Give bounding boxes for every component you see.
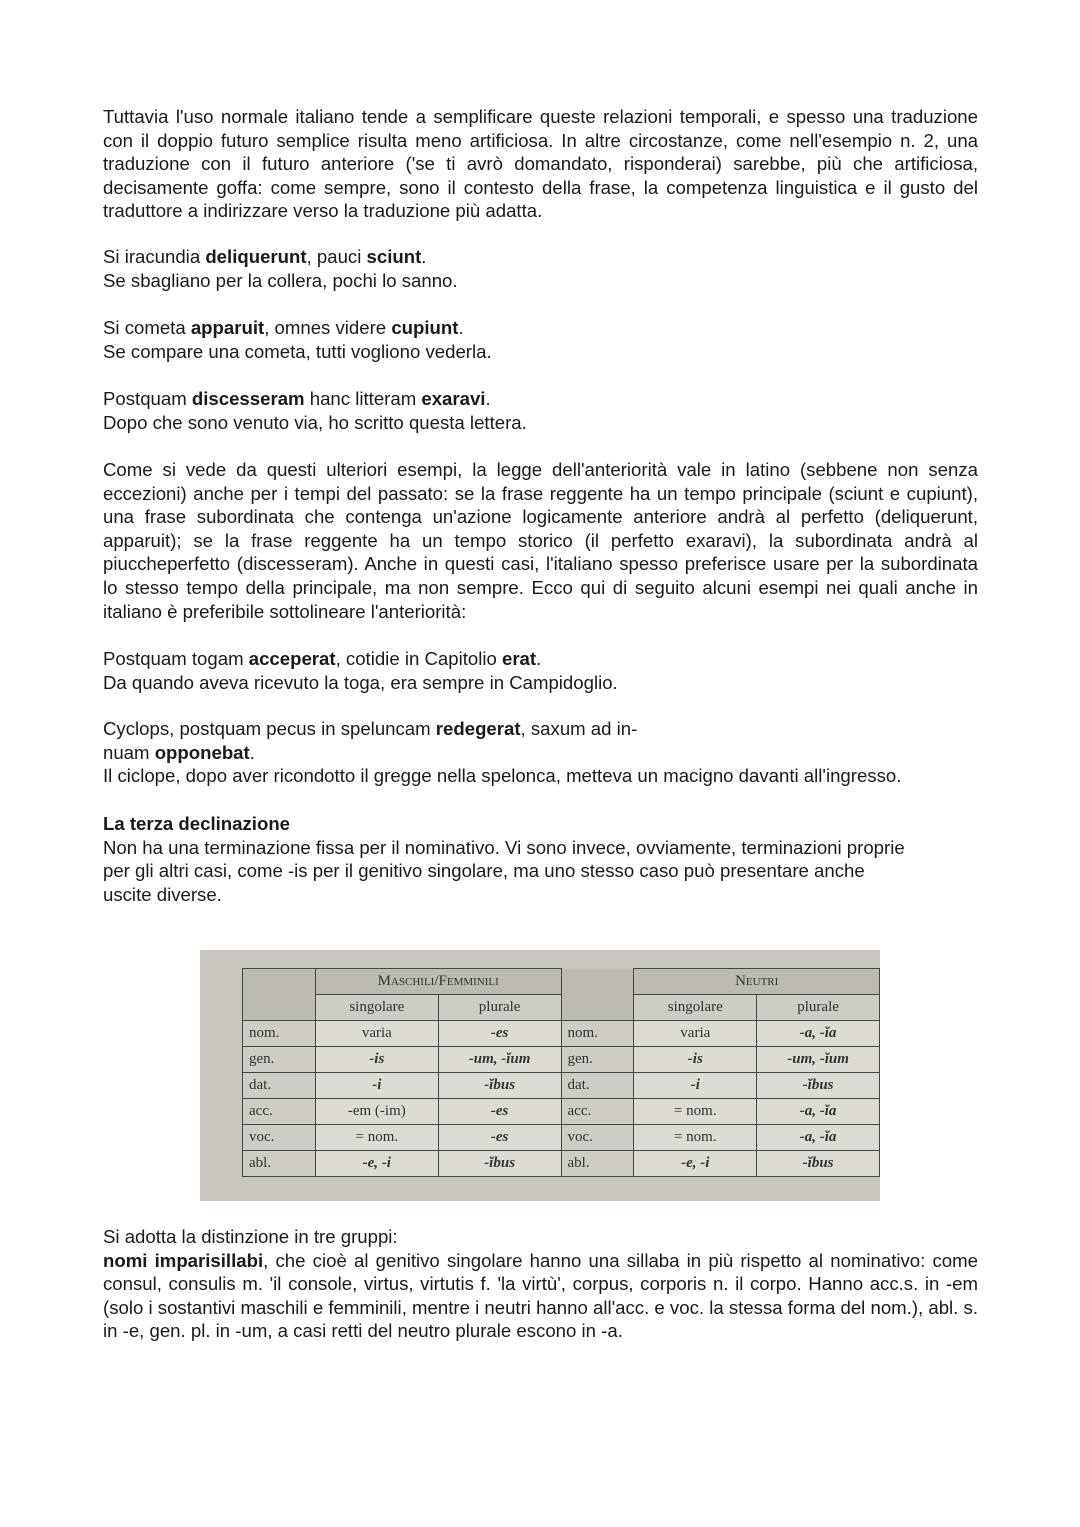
cell-mfs: -is [315, 1047, 438, 1073]
header-singular: singolare [634, 995, 757, 1021]
cell-np: -a, -ĭa [757, 1125, 880, 1151]
intro-paragraph: Tuttavia l'uso normale italiano tende a semplificare queste relazioni temporali, e spesso una traduzione con il doppio futuro semplice risulta meno artificiosa. In altre circostanze, come nell'esempio n. 2, una traduzione con il futuro anteriore ('se ti avrò domandato, risponderai) sarebbe, più che artificiosa, decisamente goffa: come sempre, sono il contesto della frase, la competenza linguistica e il gusto del traduttore a indirizzare verso la traduzione più adatta. [103, 106, 978, 222]
cell-mfp: -um, -ĭum [438, 1047, 561, 1073]
cell-case: gen. [243, 1047, 316, 1073]
latin-text: . [536, 648, 542, 669]
table-row [243, 1125, 880, 1151]
translation: Il ciclope, dopo aver ricondotto il gregge nella spelonca, metteva un macigno davanti all'ingresso. [103, 765, 902, 787]
translation: Da quando aveva ricevuto la toga, era sempre in Campidoglio. [103, 671, 618, 693]
latin-text: , omnes videre [264, 317, 392, 338]
cell-mfs: = nom. [315, 1125, 438, 1151]
declension-table-photo [200, 950, 880, 1201]
latin-text: . [458, 317, 464, 338]
header-plural: plurale [757, 995, 880, 1021]
example-5 [103, 717, 978, 788]
cell-np: -ĭbus [757, 1151, 880, 1177]
cell-mfs: -e, -i [315, 1151, 438, 1177]
cell-ncase: gen. [561, 1047, 634, 1073]
cell-case: dat. [243, 1073, 316, 1099]
latin-text: . [485, 388, 491, 409]
latin-text: , saxum ad in- [520, 718, 638, 739]
latin-text: , cotidie in Capitolio [335, 648, 502, 669]
example-3 [103, 387, 978, 434]
cell-np: -a, -ĭa [757, 1021, 880, 1047]
latin-text: . [421, 246, 427, 267]
table-row [243, 1099, 880, 1125]
cell-case: nom. [243, 1021, 316, 1047]
cell-case: acc. [243, 1099, 316, 1125]
cell-mfp: -es [438, 1021, 561, 1047]
latin-verb: opponebat [154, 741, 250, 763]
cell-case: voc. [243, 1125, 316, 1151]
cell-ns: varia [634, 1021, 757, 1047]
latin-verb: redegerat [435, 718, 521, 739]
cell-np: -a, -ĭa [757, 1099, 880, 1125]
latin-verb: deliquerunt [205, 246, 307, 267]
cell-ns: = nom. [634, 1099, 757, 1125]
cell-mfp: -es [438, 1125, 561, 1151]
table-row [243, 1047, 880, 1073]
example-2 [103, 316, 978, 363]
cell-np: -um, -ĭum [757, 1047, 880, 1073]
cell-ns: -e, -i [634, 1151, 757, 1177]
section-third-declension [103, 812, 978, 906]
cell-mfs: -em (-im) [315, 1099, 438, 1125]
text-line: Si adotta la distinzione in tre gruppi: [103, 1226, 398, 1247]
section-heading: La terza declinazione [103, 813, 291, 834]
header-singular: singolare [315, 995, 438, 1021]
latin-text: Si cometa [103, 317, 191, 338]
cell-mfp: -es [438, 1099, 561, 1125]
term-bold: nomi imparisillabi [103, 1249, 264, 1271]
groups-paragraph [103, 1225, 978, 1343]
translation: Se sbagliano per la collera, pochi lo sanno. [103, 269, 458, 291]
latin-text: Cyclops, postquam pecus in speluncam [103, 718, 436, 739]
latin-verb: acceperat [248, 648, 336, 669]
table-row [243, 1021, 880, 1047]
explanation-paragraph: Come si vede da questi ulteriori esempi, la legge dell'anteriorità vale in latino (sebbene non senza eccezioni) anche per i tempi del passato: se la frase reggente ha un tempo principale (sciunt e cupiunt), una frase subordinata che contenga un'azione logicamente anteriore andrà al perfetto (deliquerunt, apparuit); se la frase reggente ha un tempo storico (il perfetto exaravi), la subordinata andrà al piuccheperfetto (discesseram). Anche in questi casi, l'italiano spesso preferisce usare per la subordinata lo stesso tempo della principale, ma non sempre. Ecco qui di seguito alcuni esempi nei quali anche in italiano è preferibile sottolineare l'anteriorità: [103, 459, 978, 622]
latin-verb: discesseram [191, 388, 305, 409]
cell-mfs: varia [315, 1021, 438, 1047]
latin-text: , pauci [306, 246, 367, 267]
example-4 [103, 647, 978, 694]
cell-mfp: -ĭbus [438, 1073, 561, 1099]
cell-ns: = nom. [634, 1125, 757, 1151]
cell-mfs: -i [315, 1073, 438, 1099]
text-line: Non ha una terminazione fissa per il nominativo. Vi sono invece, ovviamente, terminazioni proprie [103, 836, 905, 858]
table-row [243, 1151, 880, 1177]
declension-table [242, 968, 880, 1177]
cell-mfp: -ĭbus [438, 1151, 561, 1177]
table-row [243, 1073, 880, 1099]
cell-ns: -i [634, 1073, 757, 1099]
header-masc-fem: Maschili/Femminili [315, 969, 561, 995]
example-1 [103, 245, 978, 292]
cell-ncase: dat. [561, 1073, 634, 1099]
text-line: uscite diverse. [103, 883, 222, 905]
cell-np: -ĭbus [757, 1073, 880, 1099]
cell-case: abl. [243, 1151, 316, 1177]
cell-ncase: voc. [561, 1125, 634, 1151]
latin-verb: cupiunt [391, 317, 459, 338]
latin-verb: exaravi [421, 388, 486, 409]
header-neuter: Neutri [634, 969, 880, 995]
cell-ncase: nom. [561, 1021, 634, 1047]
latin-text: nuam [103, 741, 155, 763]
latin-verb: erat [501, 648, 537, 669]
latin-verb: apparuit [190, 317, 265, 338]
latin-text: . [249, 741, 255, 763]
translation: Dopo che sono venuto via, ho scritto questa lettera. [103, 411, 527, 433]
header-plural: plurale [438, 995, 561, 1021]
translation: Se compare una cometa, tutti vogliono vederla. [103, 340, 492, 362]
latin-text: Postquam [103, 388, 192, 409]
cell-ncase: acc. [561, 1099, 634, 1125]
text: , che cioè al genitivo singolare hanno una sillaba in più rispetto al nominativo: come consul, consulis m. 'il console, virtus, virtutis f. 'la virtù', corpus, corporis n. il corpo. Hanno acc.s. in -em (solo i sostantivi maschili e femminili, mentre i neutri hanno all'acc. e voc. la stessa forma del nom.), abl. s. in -e, gen. pl. in -um, a casi retti del neutro plurale escono in -a. [103, 1249, 978, 1342]
latin-text: Postquam togam [103, 648, 249, 669]
text-line: per gli altri casi, come -is per il genitivo singolare, ma uno stesso caso può presentare anche [103, 860, 865, 882]
cell-ncase: abl. [561, 1151, 634, 1177]
latin-text: hanc litteram [304, 388, 422, 409]
latin-verb: sciunt [366, 246, 422, 267]
latin-text: Si iracundia [103, 246, 206, 267]
cell-ns: -is [634, 1047, 757, 1073]
